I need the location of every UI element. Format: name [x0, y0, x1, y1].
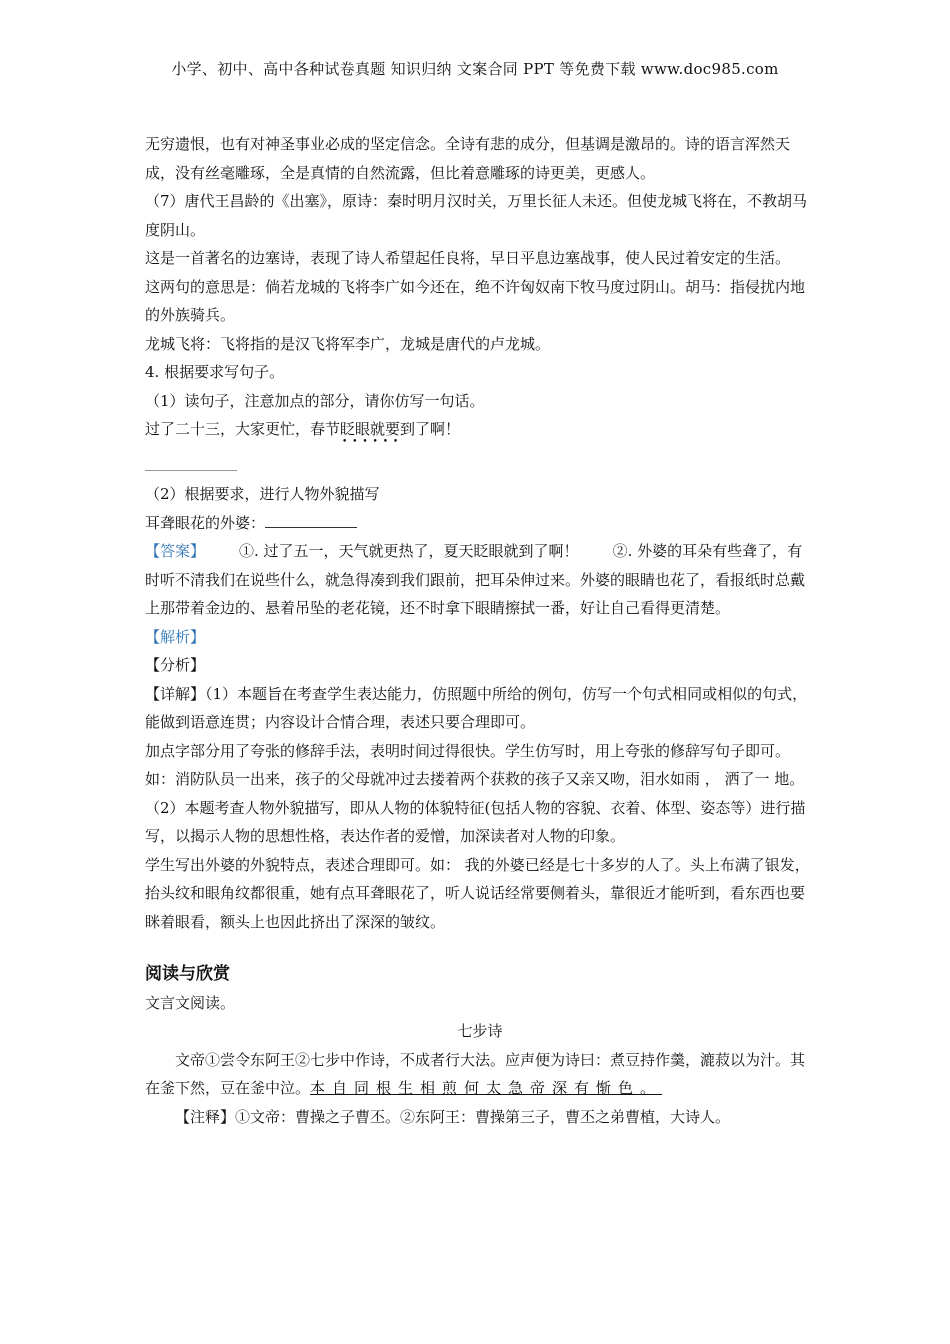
detail-text: （1）本题旨在考查学生表达能力，仿照题中所给的例句，仿写一个句式相同或相似的句式，能做到语意连贯；内容设计合情合理，表述只要合理即可。 — [145, 684, 808, 731]
passage — [145, 1046, 815, 1103]
prompt-text: 耳聋眼花的外婆： — [145, 513, 266, 532]
prompt-line — [145, 509, 815, 538]
answer-label: 【答案】 — [145, 542, 206, 560]
paragraph: 无穷遗恨，也有对神圣事业必成的坚定信念。全诗有悲的成分，但基调是激昂的。诗的语言浑然天成，没有丝毫雕琢，全是真情的自然流露，但比着意雕琢的诗更美，更感人。 — [145, 135, 791, 182]
question-title: 4. 根据要求写句子。 — [145, 363, 285, 381]
paragraph: 这是一首著名的边塞诗，表现了诗人希望起任良将，早日平息边塞战事，使人民过着安定的生活。 — [145, 249, 791, 267]
paragraph: （7）唐代王昌龄的《出塞》，原诗：秦时明月汉时关，万里长征人未还。但使龙城飞将在，不教胡马度阴山。 — [145, 192, 808, 239]
detail-label: 【详解】 — [145, 684, 206, 703]
section-subtitle: 文言文阅读。 — [145, 993, 236, 1012]
fenxi-label: 【分析】 — [145, 656, 206, 674]
underlined-sentence: 本自同根生相煎何太急帝深有惭色。 — [310, 1079, 663, 1097]
sentence-text: 过了二十三，大家更忙，春节 — [145, 420, 341, 438]
sentence-text: 啊！ — [430, 420, 461, 438]
answer-blank — [265, 511, 357, 528]
page-header: 小学、初中、高中各种试卷真题 知识归纳 文案合同 PPT 等免费下载 www.doc985.com — [171, 60, 779, 78]
jiexi-label: 【解析】 — [145, 627, 206, 646]
example-sentence — [145, 415, 815, 444]
document-body — [145, 130, 815, 1131]
question-part: （2）根据要求，进行人物外貌描写 — [145, 485, 380, 503]
note: 【注释】①文帝：曹操之子曹丕。②东阿王：曹操第三子，曹丕之弟曹植，大诗人。 — [175, 1107, 731, 1126]
paragraph: 加点字部分用了夸张的修辞手法，表明时间过得很快。学生仿写时，用上夸张的修辞写句子即可。如：消防队员一出来，孩子的父母就冲过去搂着两个获救的孩子又亲又吻，泪水如雨 ， 洒了一 地。 — [145, 741, 805, 788]
blank-line — [145, 454, 237, 471]
section-title: 阅读与欣赏 — [145, 964, 230, 984]
answer-text-2: ②. 外婆的耳朵有些聋了，有时听不清我们在说些什么，就急得凑到我们跟前，把耳朵伸过来。外婆的眼睛也花了，看报纸时总戴上那带着金边的、悬着吊坠的老花镜，还不时拿下眼睛擦拭一番，好让自己看得更清楚。 — [145, 542, 806, 617]
answer-block — [145, 537, 815, 623]
answer-blank-line — [145, 452, 815, 481]
detail-block — [145, 680, 815, 737]
paragraph: 这两句的意思是：倘若龙城的飞将李广如今还在，绝不许匈奴南下牧马度过阴山。胡马：指侵扰内地的外族骑兵。 — [145, 277, 806, 324]
passage-text: 文帝①尝令东阿王②七步中作诗，不成者行大法。应声便为诗曰：煮豆持作羹，漉菽以为汁。其在釜下然，豆在釜中泣。 — [145, 1050, 806, 1097]
paragraph: 学生写出外婆的外貌特点，表述合理即可。如： 我的外婆已经是七十多岁的人了。头上布满了银发，抬头纹和眼角纹都很重，她有点耳聋眼花了，听人说话经常要侧着头，靠很近才能听到，看东西也要眯着眼看，额头上也因此挤出了深深的皱纹。 — [145, 855, 810, 931]
paragraph: 龙城飞将：飞将指的是汉飞将军李广，龙城是唐代的卢龙城。 — [145, 334, 551, 353]
poem-title: 七步诗 — [457, 1022, 503, 1040]
question-part: （1）读句子，注意加点的部分，请你仿写一句话。 — [145, 391, 485, 410]
answer-text-1: ①. 过了五一，天气就更热了，夏天眨眼就到了啊！ — [239, 542, 579, 560]
dotted-text: 眨眼就要到了 • • • — [340, 415, 430, 444]
paragraph: （2）本题考查人物外貌描写，即从人物的体貌特征(包括人物的容貌、衣着、体型、姿态等）进行描写，以揭示人物的思想性格，表达作者的爱憎，加深读者对人物的印象。 — [145, 798, 806, 845]
